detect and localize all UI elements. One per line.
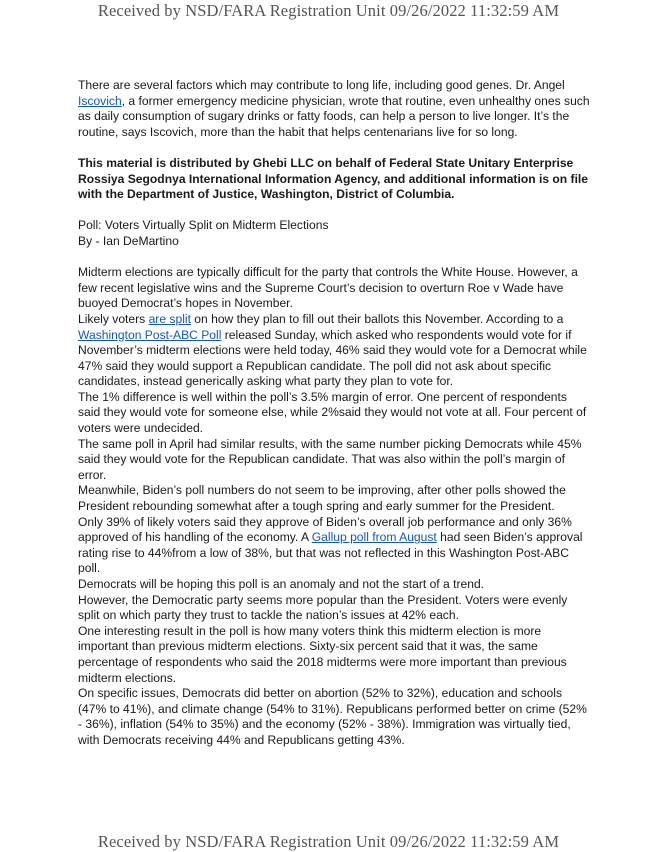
article-paragraph-3: The 1% difference is well within the poll’s 3.5% margin of error. One percent of respondents said they would vote for someone else, while 2%said they would not vote at all. Four percent of voters were undecided. (78, 389, 587, 436)
p2-text-b: on how they plan to fill out their ballots this November. According to a (190, 311, 564, 326)
p2-text-c: released Sunday, which asked who respondents would vote for if November’s midterm elections were held today, 46% said they would vote for a Democrat while 47% said they would support a Republican candidate. The poll did not ask about specific candidates, instead generically asking what party they plan to vote for. (78, 327, 587, 389)
p2-text-a: Likely voters (78, 311, 149, 326)
document-body (78, 78, 590, 749)
article-paragraph-10: On specific issues, Democrats did better on abortion (52% to 32%), education and schools (47% to 41%), and climate change (54% to 31%). Republicans performed better on crime (52% - 36%), inflation (54% to 35%) and the economy (52% - 38%). Immigration was virtually tied, with Democrats receiving 44% and Republicans getting 43%. (78, 686, 587, 747)
intro-text-start: There are several factors which may contribute to long life, including good genes. Dr. Angel (78, 78, 565, 92)
registration-stamp-top: Received by NSD/FARA Registration Unit 09/26/2022 11:32:59 AM (97, 1, 560, 20)
registration-stamp-bottom: Received by NSD/FARA Registration Unit 09/26/2022 11:32:59 AM (97, 832, 560, 851)
article-paragraph-5: Meanwhile, Biden’s poll numbers do not seem to be improving, after other polls showed the President rebounding somewhat after a tough spring and early summer for the President. (78, 483, 566, 514)
p6-text-b: had seen Biden’s approval rating rise to 44%from a low of 38%, but that was not reflected in this Washington Post-ABC poll. (78, 530, 583, 576)
article-paragraph-4: The same poll in April had similar results, with the same number picking Democrats while 45% said they would vote for the Republican candidate. That was also within the poll’s margin of error. (78, 436, 582, 482)
fara-disclaimer: This material is distributed by Ghebi LLC on behalf of Federal State Unitary Enterprise Rossiya Segodnya International Information Agency, and additional information is on file with the Department of Justice, Washington, District of Columbia. (78, 155, 589, 202)
article-title: Poll: Voters Virtually Split on Midterm Elections (78, 218, 329, 233)
article-paragraph-9: One interesting result in the poll is how many voters think this midterm election is more important than previous midterm elections. Sixty-six percent said that it was, the same percentage of respondents who said the 2018 midterms were more important than previous midterm elections. (78, 623, 567, 685)
gallup-poll-link[interactable]: Gallup poll from August (311, 530, 437, 545)
intro-paragraph (78, 78, 590, 140)
are-split-link[interactable]: are split (148, 311, 191, 326)
article-paragraph-7: Democrats will be hoping this poll is an anomaly and not the start of a trend. (78, 577, 485, 591)
article-paragraph-8: However, the Democratic party seems more popular than the President. Voters were evenly split on which party they trust to tackle the nation’s issues at 42% each. (78, 592, 568, 623)
washington-post-abc-poll-link[interactable]: Washington Post-ABC Poll (78, 327, 222, 342)
intro-text-end: , a former emergency medicine physician, wrote that routine, even unhealthy ones such as daily consumption of sugary drinks or fatty foods, can help a person to live longer. It’s the routine, says Iscovich, more than the habit that helps centenarians live for so long. (78, 93, 590, 139)
p6-text-a: Only 39% of likely voters said they approve of Biden’s overall job performance and only 36% approved of his handling of the economy. A (78, 514, 572, 545)
article-byline: By - Ian DeMartino (78, 233, 179, 248)
article-paragraph-2 (78, 312, 590, 390)
article-paragraph-6 (78, 515, 590, 577)
article-paragraph-1: Midterm elections are typically difficult for the party that controls the White House. However, a few recent legislative wins and the Supreme Court’s decision to overturn Roe v Wade have buoyed Democrat’s hopes in November. (78, 265, 578, 311)
iscovich-link[interactable]: Iscovich (78, 93, 122, 108)
